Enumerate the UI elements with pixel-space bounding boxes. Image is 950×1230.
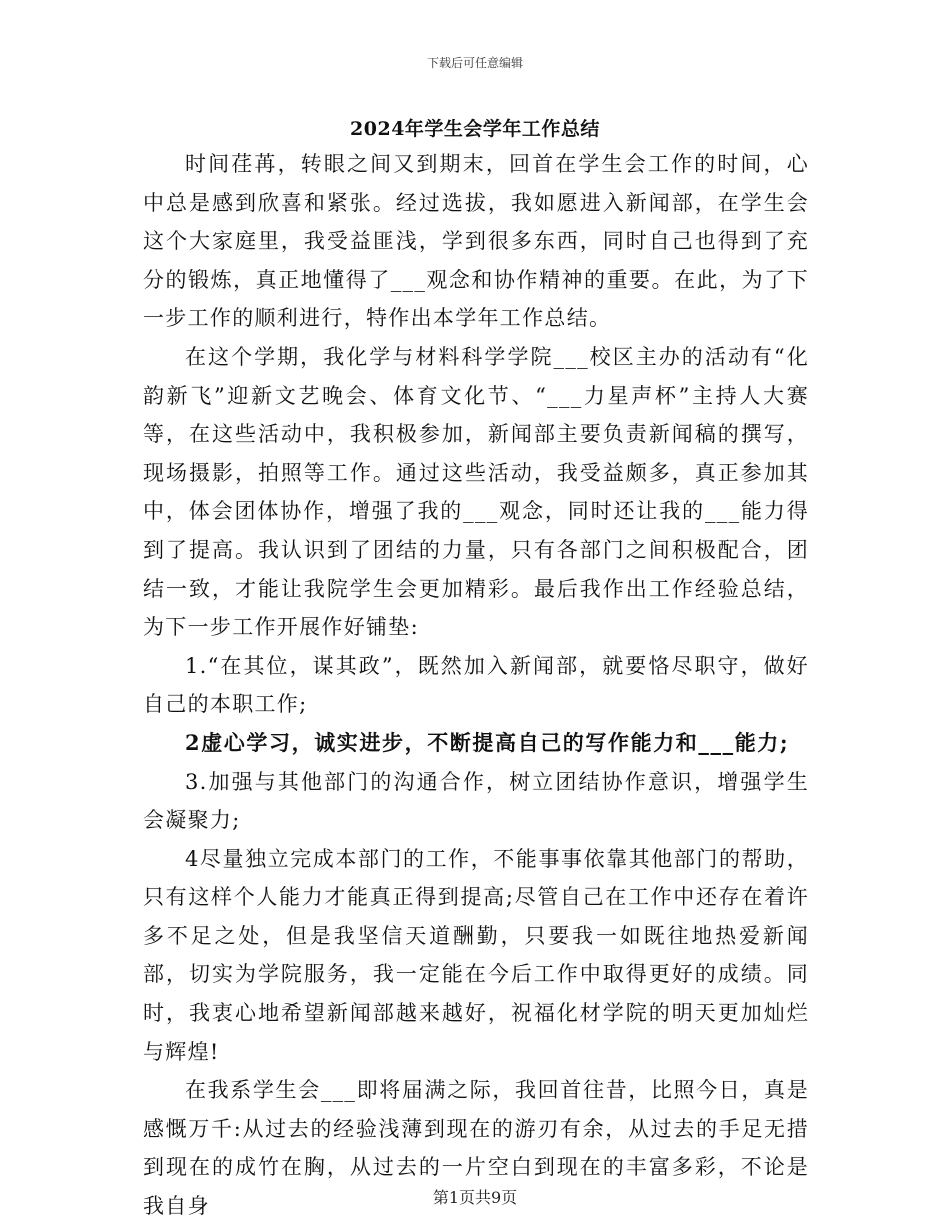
document-title: 2024年学生会学年工作总结 xyxy=(350,118,600,140)
document-body xyxy=(143,145,809,1226)
paragraph-reflection: 在我系学生会___即将届满之际，我回首往昔，比照今日，真是感慨万千:从过去的经验浅薄到现在的游刃有余，从过去的手足无措到现在的成竹在胸，从过去的一片空白到现在的丰富多彩，不论是我自身 xyxy=(143,1078,809,1219)
list-item-1: 1.“在其位，谋其政”，既然加入新闻部，就要恪尽职守，做好自己的本职工作; xyxy=(143,653,809,717)
header-note: 下载后可任意编辑 xyxy=(426,56,523,70)
paragraph-intro: 时间荏苒，转眼之间又到期末，回首在学生会工作的时间，心中总是感到欣喜和紧张。经过选拔，我如愿进入新闻部，在学生会这个大家庭里，我受益匪浅，学到很多东西，同时自己也得到了充分的锻炼，真正地懂得了___观念和协作精神的重要。在此，为了下一步工作的顺利进行，特作出本学年工作总结。 xyxy=(143,152,809,331)
list-item-3: 3.加强与其他部门的沟通合作，树立团结协作意识，增强学生会凝聚力; xyxy=(143,769,809,833)
page-indicator: 第1页共9页 xyxy=(432,1188,518,1207)
list-item-2: 2虚心学习，诚实进步，不断提高自己的写作能力和___能力; xyxy=(185,729,790,755)
list-item-4: 4尽量独立完成本部门的工作，不能事事依靠其他部门的帮助，只有这样个人能力才能真正得到提高;尽管自己在工作中还存在着许多不足之处，但是我坚信天道酬勤，只要我一如既往地热爱新闻部，切实为学院服务，我一定能在今后工作中取得更好的成绩。同时，我衷心地希望新闻部越来越好，祝福化材学院的明天更加灿烂与辉煌! xyxy=(143,846,809,1064)
paragraph-activities: 在这个学期，我化学与材料科学学院___校区主办的活动有“化韵新飞”迎新文艺晚会、体育文化节、“___力星声杯”主持人大赛等，在这些活动中，我积极参加，新闻部主要负责新闻稿的撰写，现场摄影，拍照等工作。通过这些活动，我受益颇多，真正参加其中，体会团体协作，增强了我的___观念，同时还让我的___能力得到了提高。我认识到了团结的力量，只有各部门之间积极配合，团结一致，才能让我院学生会更加精彩。最后我作出工作经验总结，为下一步工作开展作好铺垫: xyxy=(143,344,809,640)
